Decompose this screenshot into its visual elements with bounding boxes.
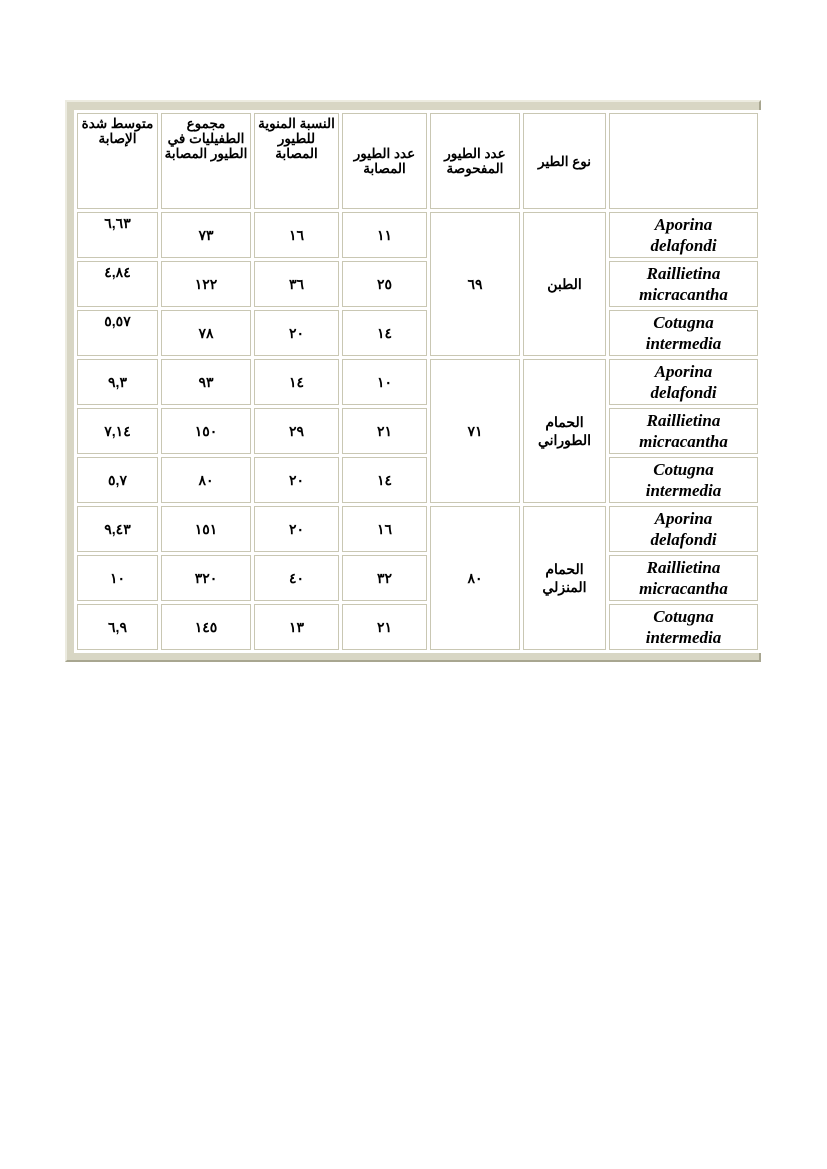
total-cell: ١٢٢	[161, 261, 251, 307]
total-cell: ٨٠	[161, 457, 251, 503]
parasite-species: intermedia	[645, 481, 722, 500]
parasite-genus: Raillietina	[646, 264, 721, 283]
examined-cell: ٦٩	[430, 212, 520, 356]
parasite-genus: Raillietina	[646, 411, 721, 430]
header-infection-percent: النسبة المنوية للطيور المصابة	[254, 113, 339, 209]
parasite-species: micracantha	[639, 285, 728, 304]
header-avg-intensity: متوسط شدة الإصابة	[77, 113, 158, 209]
parasite-cell	[609, 506, 758, 552]
percent-cell: ١٤	[254, 359, 339, 405]
parasite-cell	[609, 261, 758, 307]
data-table-frame	[65, 100, 761, 662]
avg-cell: ٤,٨٤	[77, 261, 158, 307]
percent-cell: ٤٠	[254, 555, 339, 601]
parasite-genus: Cotugna	[653, 607, 714, 626]
examined-cell: ٨٠	[430, 506, 520, 650]
bird-type-cell: الحمام المنزلي	[523, 506, 606, 650]
table-row	[77, 604, 758, 650]
parasite-genus: Aporina	[654, 215, 713, 234]
avg-cell: ٥,٧	[77, 457, 158, 503]
parasite-genus: Raillietina	[646, 558, 721, 577]
parasite-species: intermedia	[645, 334, 722, 353]
total-cell: ٩٣	[161, 359, 251, 405]
parasite-species: micracantha	[639, 432, 728, 451]
examined-cell: ٧١	[430, 359, 520, 503]
header-infected-count: عدد الطيور المصابة	[342, 113, 427, 209]
percent-cell: ٢٠	[254, 310, 339, 356]
parasite-genus: Aporina	[654, 362, 713, 381]
header-examined-count: عدد الطيور المفحوصة	[430, 113, 520, 209]
parasite-cell	[609, 310, 758, 356]
bird-type-cell: الحمام الطوراني	[523, 359, 606, 503]
percent-cell: ٣٦	[254, 261, 339, 307]
table-row	[77, 359, 758, 405]
infected-cell: ١٦	[342, 506, 427, 552]
parasite-cell	[609, 408, 758, 454]
infected-cell: ١٤	[342, 457, 427, 503]
total-cell: ١٥٠	[161, 408, 251, 454]
header-parasite	[609, 113, 758, 209]
avg-cell: ٩,٤٣	[77, 506, 158, 552]
percent-cell: ١٦	[254, 212, 339, 258]
parasite-species: delafondi	[650, 530, 717, 549]
infected-cell: ٢١	[342, 604, 427, 650]
table-row	[77, 408, 758, 454]
parasite-genus: Cotugna	[653, 460, 714, 479]
total-cell: ١٤٥	[161, 604, 251, 650]
total-cell: ٧٣	[161, 212, 251, 258]
percent-cell: ٢٩	[254, 408, 339, 454]
parasite-cell	[609, 457, 758, 503]
avg-cell: ٧,١٤	[77, 408, 158, 454]
total-cell: ١٥١	[161, 506, 251, 552]
header-row	[77, 113, 758, 209]
table-row	[77, 261, 758, 307]
total-cell: ٧٨	[161, 310, 251, 356]
avg-cell: ٦,٦٣	[77, 212, 158, 258]
parasite-cell	[609, 359, 758, 405]
avg-cell: ٩,٣	[77, 359, 158, 405]
table-row	[77, 506, 758, 552]
bird-type-cell: الطبن	[523, 212, 606, 356]
infected-cell: ٣٢	[342, 555, 427, 601]
infected-cell: ٢١	[342, 408, 427, 454]
parasite-cell	[609, 212, 758, 258]
table-row	[77, 310, 758, 356]
percent-cell: ١٣	[254, 604, 339, 650]
avg-cell: ١٠	[77, 555, 158, 601]
parasite-species: micracantha	[639, 579, 728, 598]
table-row	[77, 457, 758, 503]
parasite-cell	[609, 555, 758, 601]
infected-cell: ٢٥	[342, 261, 427, 307]
avg-cell: ٦,٩	[77, 604, 158, 650]
parasite-genus: Aporina	[654, 509, 713, 528]
parasite-infection-table	[74, 110, 761, 653]
table-row	[77, 212, 758, 258]
header-bird-type: نوع الطير	[523, 113, 606, 209]
parasite-species: delafondi	[650, 383, 717, 402]
percent-cell: ٢٠	[254, 457, 339, 503]
avg-cell: ٥,٥٧	[77, 310, 158, 356]
percent-cell: ٢٠	[254, 506, 339, 552]
parasite-species: intermedia	[645, 628, 722, 647]
header-total-parasites: مجموع الطفيليات في الطيور المصابة	[161, 113, 251, 209]
infected-cell: ١٠	[342, 359, 427, 405]
parasite-species: delafondi	[650, 236, 717, 255]
infected-cell: ١١	[342, 212, 427, 258]
parasite-genus: Cotugna	[653, 313, 714, 332]
infected-cell: ١٤	[342, 310, 427, 356]
table-row	[77, 555, 758, 601]
parasite-cell	[609, 604, 758, 650]
total-cell: ٣٢٠	[161, 555, 251, 601]
